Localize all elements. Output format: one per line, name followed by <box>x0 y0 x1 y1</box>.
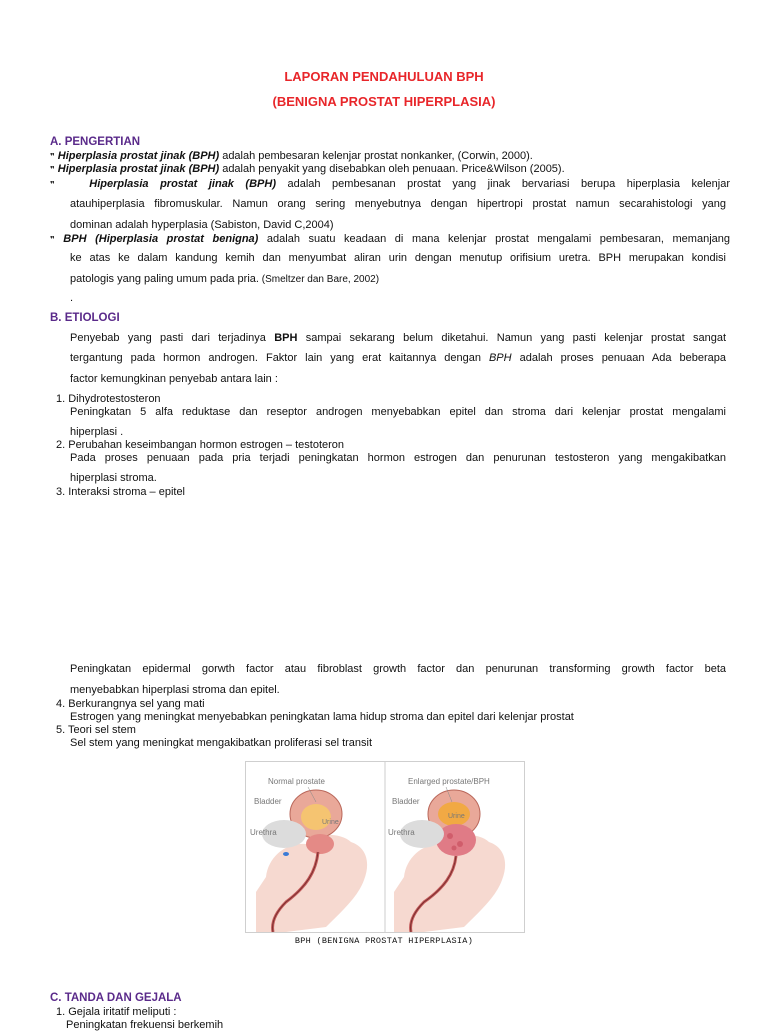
prostate-comparison-drawing <box>246 762 524 932</box>
citation: (Smeltzer dan Bare, 2002) <box>258 274 380 285</box>
bullet-icon: ❞ <box>50 235 55 244</box>
bladder-label-left: Bladder <box>254 797 282 806</box>
definition-item-4 <box>50 233 730 246</box>
term: Hiperplasia prostat jinak (BPH) <box>57 150 220 162</box>
urethra-label-right: Urethra <box>388 828 415 837</box>
text: Penyebab yang pasti dari terjadinya <box>70 332 275 344</box>
bullet-icon: ❞ <box>50 152 55 161</box>
definition-item-4-cont: ke atas ke dalam kandung kemih dan menyumbat aliran urin dengan menutup orifisium uretra. BPH merupakan kondisi <box>70 252 726 264</box>
etiology-item-5-label: 5. Teori sel stem <box>56 724 136 736</box>
urine-label-right: Urine <box>448 813 465 820</box>
section-c-heading: C. TANDA DAN GEJALA <box>50 992 182 1004</box>
text: tergantung pada hormon androgen. Faktor lain yang erat kaitannya dengan <box>70 352 489 364</box>
definition-text: adalah pembesaran kelenjar prostat nonkanker, (Corwin, 2000). <box>219 150 533 162</box>
etiology-item-3-label: 3. Interaksi stroma – epitel <box>56 486 186 498</box>
definition-item-3-cont2: dominan adalah hyperplasia (Sabiston, David C,2004) <box>70 219 334 231</box>
section-b-heading: B. ETIOLOGI <box>50 312 120 324</box>
bullet-icon: ❞ <box>50 165 55 174</box>
normal-prostate-label: Normal prostate <box>268 777 325 786</box>
etiology-item-2-label: 2. Perubahan keseimbangan hormon estrogen – testoteron <box>56 439 345 451</box>
etiology-item-1-desc: Peningkatan 5 alfa reduktase dan reseptor androgen menyebabkan epitel dan stroma dari kelenjar prostat mengalami <box>70 406 726 418</box>
urethra-label-left: Urethra <box>250 828 277 837</box>
etiology-item-2-desc2: hiperplasi stroma. <box>70 472 157 484</box>
etiology-item-5-desc: Sel stem yang meningkat mengakibatkan proliferasi sel transit <box>70 737 373 749</box>
enlarged-prostate-label: Enlarged prostate/BPH <box>408 777 490 786</box>
definition-text: adalah pembesanan prostat yang jinak bervariasi berupa hiperplasia kelenjar <box>276 178 731 190</box>
definition-item-2 <box>50 163 730 176</box>
symptom-item-1: 1. Gejala iritatif meliputi : <box>56 1006 177 1018</box>
term: Hiperplasia prostat jinak (BPH) <box>89 178 276 190</box>
bullet-icon: ❞ <box>50 180 55 189</box>
etiology-item-4-label: 4. Berkurangnya sel yang mati <box>56 698 205 710</box>
etiology-intro-line-3: factor kemungkinan penyebab antara lain : <box>70 373 278 385</box>
text: sampai sekarang belum diketahui. Namun yang pasti kelenjar prostat sangat <box>297 332 727 344</box>
definition-item-3-cont: atauhiperplasia fibromuskular. Namun orang sering menyebutnya dengan hipertropi prostat namun secarahistologi yang <box>70 198 726 210</box>
etiology-item-3-desc2: menyebabkan hiperplasi stroma dan epitel. <box>70 684 280 696</box>
etiology-intro-line-2 <box>70 352 726 365</box>
prostate-illustration <box>245 761 525 933</box>
etiology-item-4-desc: Estrogen yang meningkat menyebabkan peningkatan lama hidup stroma dan epitel dari kelenjar prostat <box>70 711 574 723</box>
bph-bold: BPH <box>274 332 298 344</box>
urine-label-left: Urine <box>322 819 339 826</box>
definition-text: patologis yang paling umum pada pria. <box>70 273 259 285</box>
definition-text: adalah suatu keadaan di mana kelenjar prostat mengalami pembesaran, memanjang <box>258 233 730 245</box>
etiology-item-1-label: 1. Dihydrotestosteron <box>56 393 161 405</box>
definition-item-4-cont2 <box>70 273 726 286</box>
definition-item-3 <box>50 178 730 191</box>
figure-caption: BPH (BENIGNA PROSTAT HIPERPLASIA) <box>294 936 474 946</box>
section-a-heading: A. PENGERTIAN <box>50 136 141 148</box>
etiology-item-1-desc2: hiperplasi . <box>70 426 124 438</box>
stray-dot: . <box>70 292 74 304</box>
etiology-item-2-desc: Pada proses penuaan pada pria terjadi peningkatan hormon estrogen dan penurunan testosteron yang mengakibatkan <box>70 452 726 464</box>
bladder-label-right: Bladder <box>392 797 420 806</box>
bph-italic: BPH <box>488 352 512 364</box>
symptom-item-1-sub: Peningkatan frekuensi berkemih <box>66 1019 224 1031</box>
page-title: LAPORAN PENDAHULUAN BPH <box>284 69 484 84</box>
term: BPH (Hiperplasia prostat benigna) <box>63 233 259 245</box>
definition-text: adalah penyakit yang disebabkan oleh penuaan. Price&Wilson (2005). <box>219 163 565 175</box>
etiology-item-3-desc: Peningkatan epidermal gorwth factor atau fibroblast growth factor dan penurunan transforming growth factor beta <box>70 663 726 675</box>
text: adalah proses penuaan Ada beberapa <box>511 352 726 364</box>
term: Hiperplasia prostat jinak (BPH) <box>57 163 220 175</box>
definition-item-1 <box>50 150 730 163</box>
etiology-intro-line-1 <box>70 332 726 345</box>
page-subtitle: (BENIGNA PROSTAT HIPERPLASIA) <box>272 94 496 109</box>
